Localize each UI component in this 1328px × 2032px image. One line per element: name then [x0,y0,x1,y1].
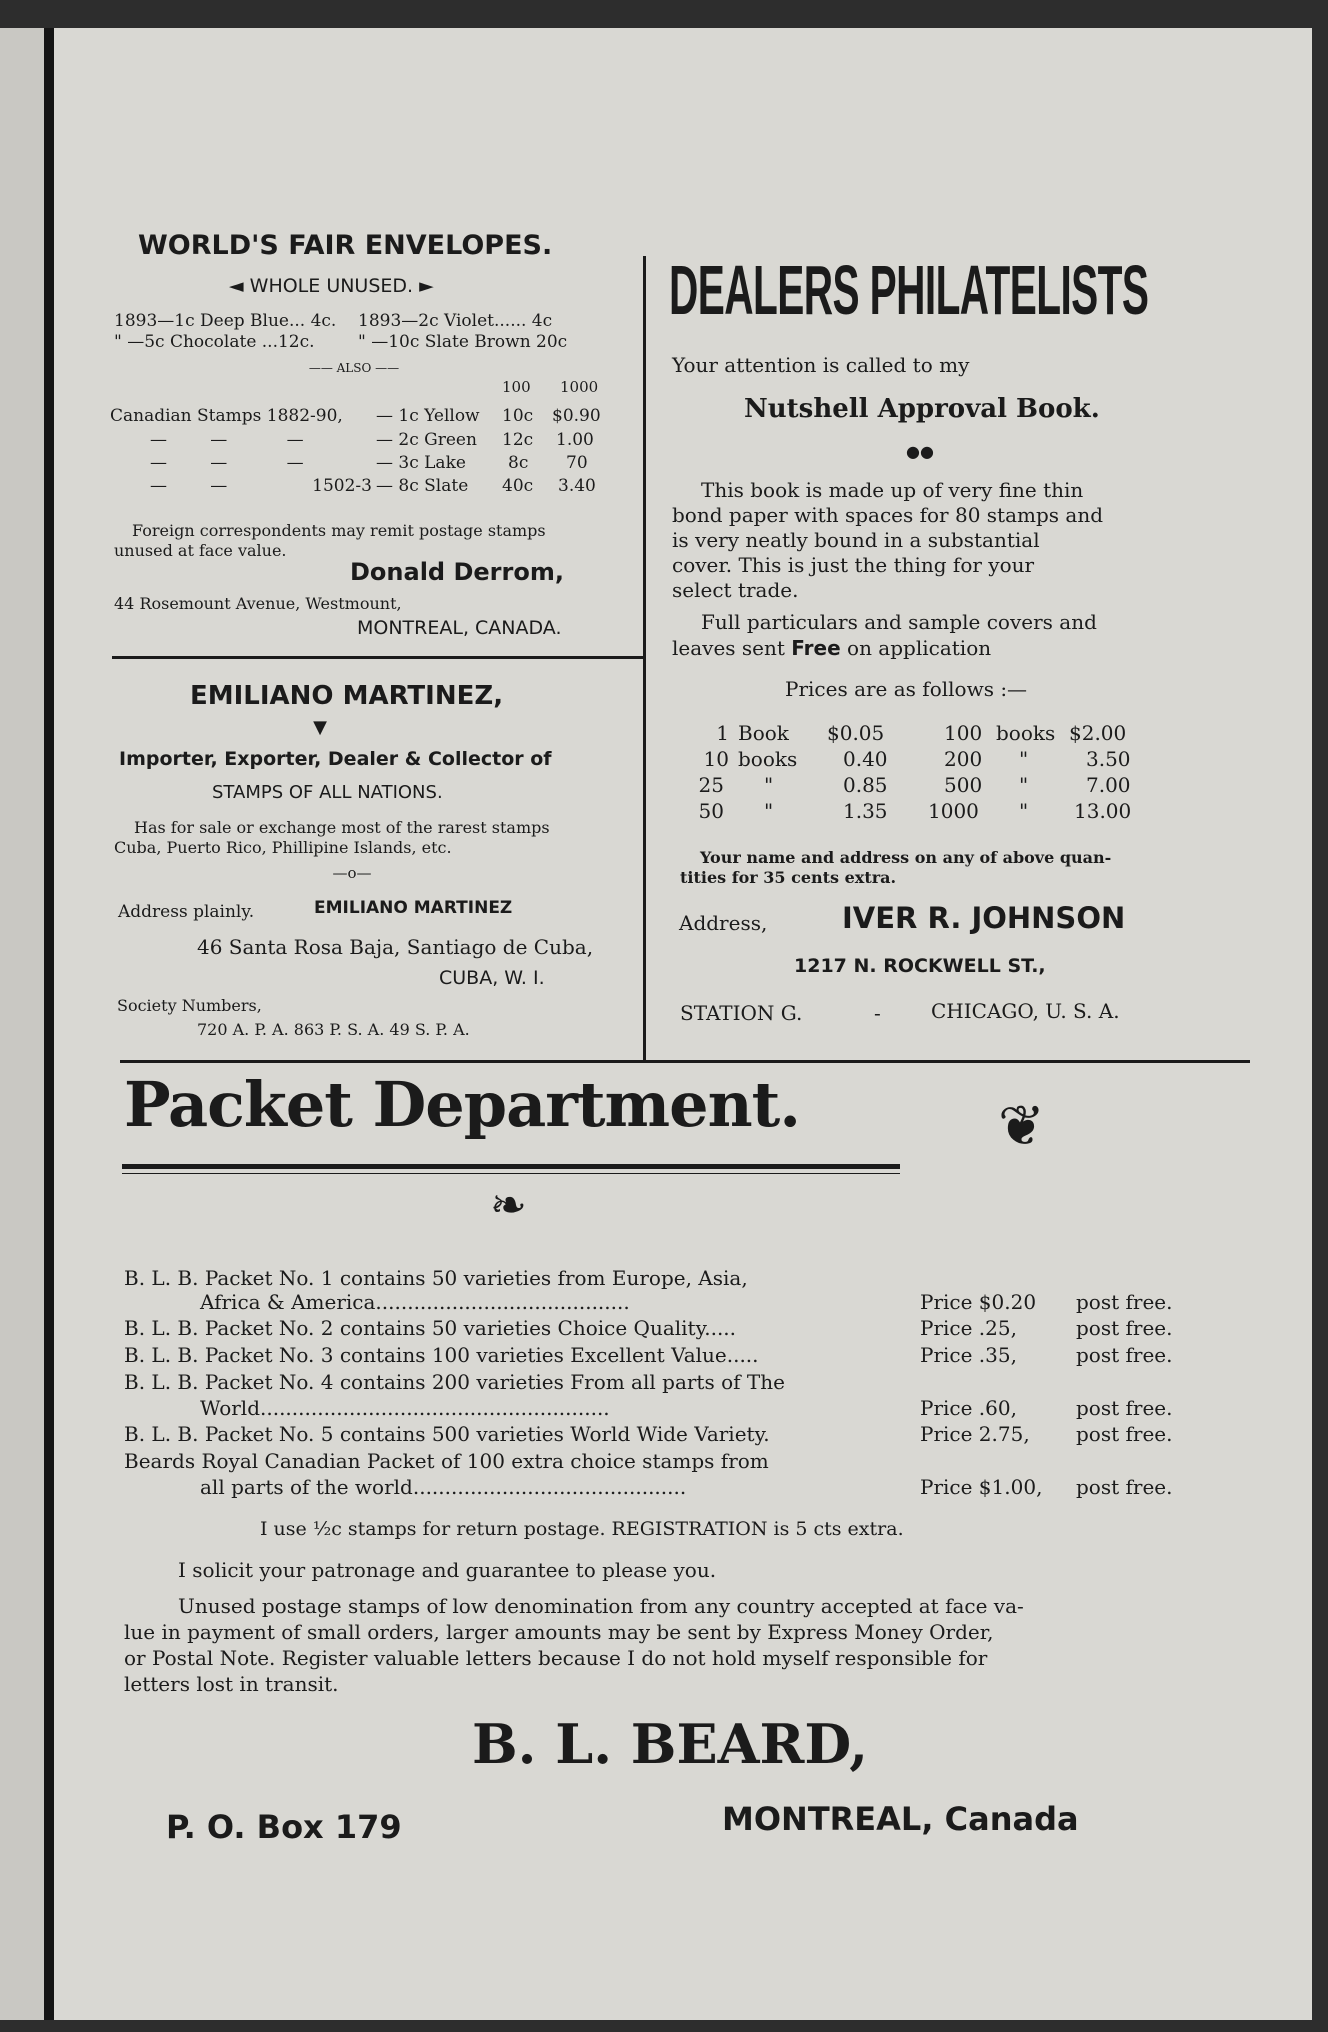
wfe-row-p100: 8c [508,453,529,473]
wfe-foreign-2: unused at face value. [114,541,287,560]
title-underline [122,1164,900,1169]
packet-title: Packet Department. [124,1068,800,1141]
price-p1: 1.35 [843,799,888,823]
down-pointer-icon: ▼ [313,717,327,738]
packet-item-line1: B. L. B. Packet No. 1 contains 50 varieties from Europe, Asia, [124,1266,748,1290]
em-line1: Importer, Exporter, Dealer & Collector of [119,748,552,770]
dp-city: CHICAGO, U. S. A. [931,999,1120,1023]
unused-line3: or Postal Note. Register valuable letters because I do not hold myself responsible for [124,1646,988,1670]
fleuron-icon: ❦ [998,1094,1045,1159]
packet-item-post: post free. [1076,1396,1173,1420]
em-society: 720 A. P. A. 863 P. S. A. 49 S. P. A. [197,1020,470,1039]
book-gutter [44,28,54,2020]
ditto-dashes-1: — — — [150,430,304,450]
price-n2: " [1019,747,1029,771]
packet-item-line1: B. L. B. Packet No. 4 contains 200 varieties From all parts of The [124,1370,785,1394]
packet-item-line2: World....................................................... [200,1396,610,1420]
po-box: P. O. Box 179 [166,1808,402,1846]
dp-full2-c: on application [847,636,992,660]
price-n2: books [996,721,1056,745]
catalogue-page [54,28,1312,2020]
wfe-row-p1000: 70 [566,453,588,473]
price-q1: 25 [698,773,724,797]
price-n1: books [738,747,798,771]
price-p2: $2.00 [1069,721,1127,745]
dp-desc3: is very neatly bound in a substantial [672,528,1040,552]
price-q2: 200 [944,747,983,771]
wfe-row-p1000: 1.00 [556,430,594,450]
price-p2: 3.50 [1086,747,1131,771]
wfe-row-p1000: $0.90 [552,406,601,426]
dp-station: STATION G. [680,1001,803,1025]
dp-title: DEALERS PHILATELISTS [669,251,1149,329]
price-n1: " [764,773,774,797]
em-addr-name: EMILIANO MARTINEZ [314,898,513,918]
packet-item-price: Price $1.00, [920,1475,1043,1499]
dp-full2-free: Free [791,636,841,660]
wfe-row-p100: 10c [502,406,534,426]
price-p1: 0.85 [843,773,888,797]
price-q1: 10 [703,747,729,771]
return-postage: I use ½c stamps for return postage. REGISTRATION is 5 cts extra. [260,1518,904,1540]
em-sale2: Cuba, Puerto Rico, Phillipine Islands, etc. [114,838,452,857]
arrow-right-icon: ► [413,275,434,297]
wfe-row1-left: 1893—1c Deep Blue... 4c. [114,311,337,331]
title-underline-thin [122,1173,900,1174]
wfe-row-p100: 40c [502,476,534,496]
beard-city: MONTREAL, Canada [722,1800,1079,1838]
wfe-row-desc: — 2c Green [376,430,477,450]
wfe-subtitle-row [229,275,434,297]
packet-item-price: Price .60, [920,1396,1017,1420]
packet-item-price: Price .35, [920,1343,1017,1367]
wfe-row-p1000: 3.40 [558,476,596,496]
wfe-city: MONTREAL, CANADA. [357,617,562,639]
dp-name-note2: tities for 35 cents extra. [680,868,897,887]
dp-address-name: IVER R. JOHNSON [842,901,1126,935]
price-n2: " [1019,799,1029,823]
wfe-row-desc: — 8c Slate [376,476,469,496]
wfe-row-left: 1502-3 [312,476,372,496]
packet-item-line1: Beards Royal Canadian Packet of 100 extra choice stamps from [124,1449,769,1473]
price-p1: 0.40 [843,747,888,771]
packet-item-price: Price .25, [920,1316,1017,1340]
price-q1: 50 [698,799,724,823]
wfe-address: 44 Rosemount Avenue, Westmount, [114,594,402,613]
canadian-label: Canadian Stamps 1882-90, [110,406,343,426]
em-line2: STAMPS OF ALL NATIONS. [212,782,443,803]
price-q2: 100 [944,721,983,745]
wfe-row-desc: — 1c Yellow [376,406,480,426]
price-n1: Book [738,721,789,745]
dp-name-note1: Your name and address on any of above quan- [700,848,1112,867]
dp-desc4: cover. This is just the thing for your [672,553,1035,577]
dp-address-label: Address, [679,911,768,935]
wfe-foreign-1: Foreign correspondents may remit postage stamps [132,521,546,540]
dp-desc2: bond paper with spaces for 80 stamps and [672,503,1103,527]
packet-item-line1: B. L. B. Packet No. 2 contains 50 varieties Choice Quality..... [124,1316,737,1340]
dp-desc1: This book is made up of very fine thin [701,478,1084,502]
packet-item-price: Price 2.75, [920,1422,1030,1446]
price-q2: 1000 [928,799,979,823]
dp-desc5: select trade. [672,578,799,602]
dp-full2 [672,636,991,660]
ditto-dashes-2: — — — [150,453,304,473]
wfe-row1-right: 1893—2c Violet...... 4c [358,311,553,331]
wfe-also-label: ALSO [336,361,372,375]
wfe-row2-left: " —5c Chocolate ...12c. [114,332,315,352]
em-title: EMILIANO MARTINEZ, [190,681,504,711]
em-sale1: Has for sale or exchange most of the rarest stamps [134,818,550,837]
unused-line2: lue in payment of small orders, larger amounts may be sent by Express Money Order, [124,1620,994,1644]
leaf-ornament-icon: ❧ [490,1180,527,1231]
packet-item-price: Price $0.20 [920,1290,1037,1314]
wfe-col-100: 100 [502,378,531,396]
price-n1: " [764,799,774,823]
dp-prices-intro: Prices are as follows :— [785,677,1028,701]
em-country: CUBA, W. I. [439,967,545,989]
wfe-row2-right: " —10c Slate Brown 20c [358,332,568,352]
dp-full1: Full particulars and sample covers and [701,610,1097,634]
packet-item-post: post free. [1076,1475,1173,1499]
wfe-subtitle: WHOLE UNUSED. [249,275,414,297]
price-p2: 7.00 [1086,773,1131,797]
wfe-col-1000: 1000 [560,378,599,396]
packet-item-post: post free. [1076,1343,1173,1367]
ditto-dashes-3: — — [150,476,228,496]
wfe-name: Donald Derrom, [350,558,564,586]
em-divider: —o— [332,864,372,882]
wfe-row-p100: 12c [502,430,534,450]
price-q2: 500 [944,773,983,797]
unused-line1: Unused postage stamps of low denomination from any country accepted at face va- [178,1594,1024,1618]
dp-street: 1217 N. ROCKWELL ST., [794,955,1046,977]
price-n2: " [1019,773,1029,797]
packet-item-post: post free. [1076,1290,1173,1314]
dp-full2-a: leaves sent [672,636,785,660]
unused-line4: letters lost in transit. [124,1672,339,1696]
section-rule [120,1060,1250,1063]
em-street: 46 Santa Rosa Baja, Santiago de Cuba, [197,935,594,959]
packet-item-line1: B. L. B. Packet No. 5 contains 500 varieties World Wide Variety. [124,1422,770,1446]
dp-book: Nutshell Approval Book. [744,394,1100,424]
dp-attention: Your attention is called to my [672,353,970,377]
left-section-rule [112,656,644,659]
packet-item-post: post free. [1076,1422,1173,1446]
solicit: I solicit your patronage and guarantee to please you. [178,1558,717,1582]
dp-dash: - [874,1001,881,1025]
arrow-left-icon: ◄ [229,275,250,297]
price-p1: $0.05 [827,721,885,745]
price-q1: 1 [716,721,729,745]
packet-item-post: post free. [1076,1316,1173,1340]
ornament-icon: ●● [906,442,934,461]
wfe-title: WORLD'S FAIR ENVELOPES. [138,230,553,261]
wfe-also: —— ALSO —— [308,361,400,375]
em-addr-label: Address plainly. [118,902,255,922]
wfe-row-desc: — 3c Lake [376,453,466,473]
packet-item-line2: Africa & America........................................ [200,1290,630,1314]
packet-item-line2: all parts of the world........................................... [200,1475,687,1499]
em-society-label: Society Numbers, [117,996,262,1015]
price-p2: 13.00 [1074,799,1132,823]
packet-item-line1: B. L. B. Packet No. 3 contains 100 varieties Excellent Value..... [124,1343,759,1367]
beard-name: B. L. BEARD, [472,1712,869,1776]
